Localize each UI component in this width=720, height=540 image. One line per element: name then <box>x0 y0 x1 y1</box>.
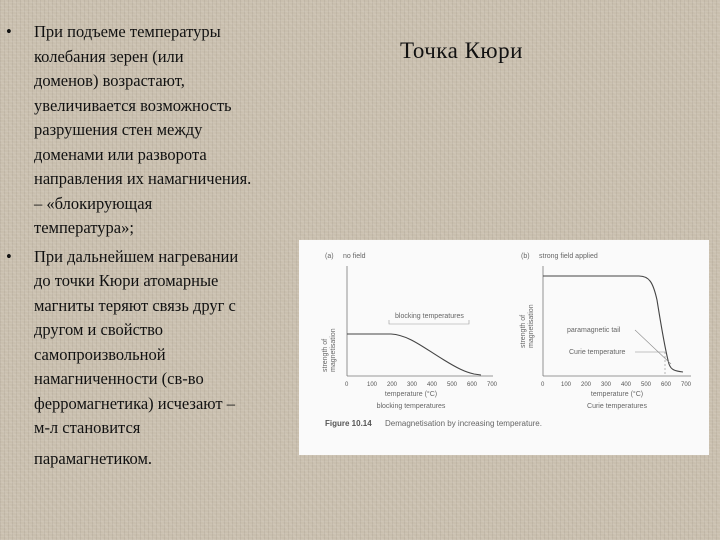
panel-b-curve <box>543 276 683 372</box>
x-tick-label: 0 <box>345 382 349 388</box>
bullet-line: парамагнетиком. <box>34 448 153 468</box>
panel-b-xlabel: temperature (°C) <box>590 391 644 398</box>
bullet-line: температура»; <box>34 218 134 237</box>
panel-b-below-label: Curie temperatures <box>587 403 647 410</box>
bullet-line: – «блокирующая <box>34 193 153 213</box>
bullet-line: При подъеме температуры <box>34 22 221 41</box>
bullet-item-blocking-temperature <box>6 20 306 241</box>
panel-a-curve <box>347 334 481 375</box>
x-tick-label: 600 <box>467 382 478 388</box>
bullet-marker: • <box>6 246 12 266</box>
bullet-line: м-л становится <box>34 418 141 437</box>
bullet-marker: • <box>6 22 12 41</box>
panel-a-xlabel: temperature (°C) <box>384 391 438 398</box>
x-tick-label: 600 <box>661 382 672 388</box>
x-tick-label: 100 <box>561 382 572 388</box>
demagnetisation-figure <box>299 240 709 455</box>
panel-a-bracket <box>389 320 469 324</box>
x-tick-label: 0 <box>541 382 545 388</box>
slide-title: Точка Кюри <box>400 38 523 63</box>
x-tick-label: 400 <box>621 382 632 388</box>
x-tick-label: 200 <box>581 382 592 388</box>
panel-b-ylabel-2: magnetisation <box>528 304 535 348</box>
bullet-line: увеличивается возможность <box>34 95 232 115</box>
figure-caption-text: Demagnetisation by increasing temperature. <box>385 419 542 428</box>
panel-a-ylabel-2: magnetisation <box>330 328 337 372</box>
bullet-line: намагниченности (св-во <box>34 369 204 388</box>
figure-caption-label: Figure 10.14 <box>325 419 372 428</box>
bullet-line: колебания зерен (или <box>34 46 184 66</box>
x-tick-label: 300 <box>407 382 418 388</box>
panel-a-title: no field <box>343 253 366 260</box>
x-tick-label: 500 <box>447 382 458 388</box>
panel-b-annotation-1: paramagnetic tail <box>567 327 621 334</box>
bullet-line: магниты теряют связь друг с <box>34 295 236 315</box>
panel-b-ylabel-1: strength of <box>520 314 527 348</box>
panel-b-annotation-2: Curie temperature <box>569 349 626 356</box>
bullet-line: до точки Кюри атомарные <box>34 271 219 290</box>
bullet-line: разрушения стен между <box>34 120 203 139</box>
bullet-line: направления их намагничения. <box>34 169 252 188</box>
bullet-line: доменов) возрастают, <box>34 71 185 90</box>
bullet-list <box>6 20 306 471</box>
figure-graphic <box>299 240 709 455</box>
x-tick-label: 400 <box>427 382 438 388</box>
panel-a-ylabel-1: strength of <box>322 338 329 372</box>
panel-b-xticks <box>541 382 692 388</box>
bullet-line: самопроизвольной <box>34 344 166 364</box>
panel-b-tag: (b) <box>521 253 530 260</box>
panel-a-tag: (a) <box>325 253 334 260</box>
bullet-line: доменами или разворота <box>34 144 207 164</box>
panel-a-below-label: blocking temperatures <box>376 403 446 410</box>
bullet-line: ферромагнетика) исчезают – <box>34 393 235 413</box>
panel-b-strong-field <box>520 253 692 410</box>
panel-a-no-field <box>322 253 498 410</box>
panel-b-title: strong field applied <box>539 253 598 260</box>
panel-a-annotation: blocking temperatures <box>395 313 464 320</box>
bullet-item-curie-point <box>6 245 306 472</box>
bullet-line: При дальнейшем нагревании <box>34 246 239 266</box>
panel-a-xticks <box>345 382 498 388</box>
x-tick-label: 200 <box>387 382 398 388</box>
x-tick-label: 700 <box>487 382 498 388</box>
x-tick-label: 500 <box>641 382 652 388</box>
x-tick-label: 100 <box>367 382 378 388</box>
x-tick-label: 700 <box>681 382 692 388</box>
x-tick-label: 300 <box>601 382 612 388</box>
bullet-line: другом и свойство <box>34 320 164 339</box>
